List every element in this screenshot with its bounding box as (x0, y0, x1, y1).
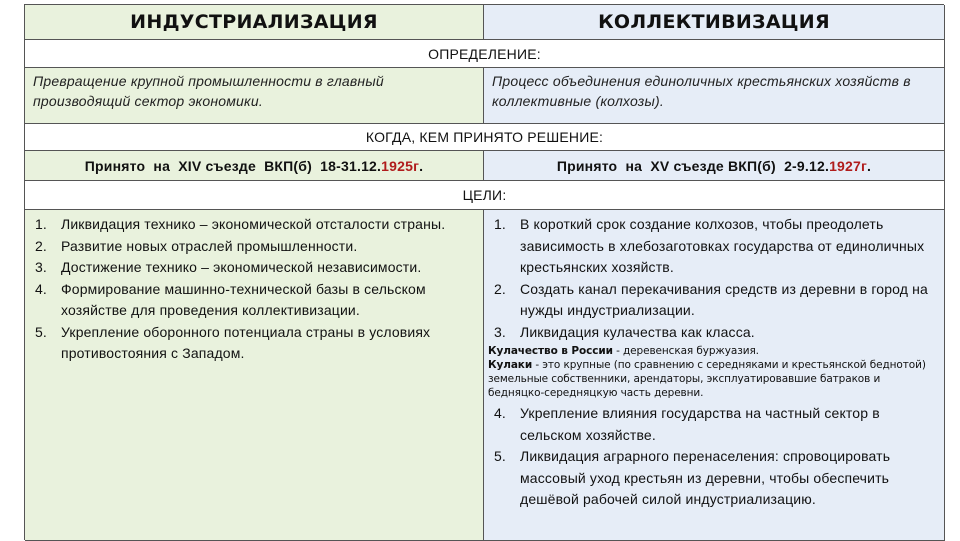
note-term: Кулачество в России (488, 345, 613, 357)
item-text: Достижение технико – экономической независимости. (61, 259, 422, 275)
header-collectivization: КОЛЛЕКТИВИЗАЦИЯ (484, 5, 945, 40)
note-text: - деревенская буржуазия. (612, 345, 759, 357)
item-text: Создать канал перекачивания средств из деревни в город на нужды индустриализации. (520, 280, 928, 318)
section-definition: ОПРЕДЕЛЕНИЕ: (25, 40, 945, 68)
decision-left-text: Принято на XIV съезде ВКП(б) 18-31.12. (84, 157, 382, 174)
list-item (494, 214, 938, 279)
item-number: 5. (35, 323, 47, 340)
kulak-note-1 (488, 344, 938, 358)
list-item (35, 322, 477, 365)
item-number: 5. (494, 448, 506, 464)
definition-industrialization: Превращение крупной промышленности в главный производящий сектор экономики. (25, 68, 484, 124)
item-number: 1. (494, 216, 506, 232)
decision-right-text: Принято на XV съезде ВКП(б) 2-9.12. (556, 157, 830, 174)
goals-collectivization (484, 210, 945, 541)
list-item (494, 403, 938, 446)
list-item (494, 279, 938, 322)
item-text: Укрепление влияния государства на частный сектор в сельском хозяйстве. (520, 405, 880, 443)
item-text: Ликвидация аграрного перенаселения: спровоцировать массовый уход крестьян из деревни, чтобы обеспечить дешёвой рабочей силой индустриализацию. (520, 448, 891, 507)
item-number: 3. (494, 323, 506, 340)
list-item (35, 257, 477, 279)
section-goals: ЦЕЛИ: (25, 181, 945, 210)
goals-left-list (25, 210, 483, 365)
header-industrialization: ИНДУСТРИАЛИЗАЦИЯ (25, 5, 484, 40)
item-number: 2. (494, 280, 506, 297)
item-text: Ликвидация кулачества как класса. (520, 323, 755, 340)
goals-right-list-continued (484, 401, 944, 511)
goals-industrialization (25, 210, 484, 541)
list-item (35, 236, 477, 258)
item-text: Формирование машинно-технической базы в сельском хозяйстве для проведения коллективизации. (61, 280, 426, 318)
item-number: 4. (35, 280, 47, 297)
list-item (494, 322, 938, 344)
list-item (494, 446, 938, 511)
kulak-notes (484, 343, 944, 401)
item-text: В короткий срок создание колхозов, чтобы преодолеть зависимость в хлебозаготовках государства от единоличных крестьянских хозяйств. (520, 216, 925, 275)
decision-collectivization (484, 151, 945, 181)
decision-right-year: 1927г (829, 157, 868, 174)
decision-left-year: 1925г (381, 157, 420, 174)
item-text: Ликвидация технико – экономической отсталости страны. (61, 216, 446, 232)
note-term: Кулаки (488, 359, 533, 371)
item-number: 1. (35, 216, 47, 232)
item-number: 3. (35, 259, 47, 275)
item-text: Укрепление оборонного потенциала страны в условиях противостояния с Западом. (61, 323, 431, 361)
list-item (35, 279, 477, 322)
decision-right-suffix: . (867, 157, 872, 174)
list-item (35, 214, 477, 236)
note-text: - это крупные (по сравнению с середняками и крестьянской беднотой) земельные собственники, арендаторы, эксплуатировавшие батраков и бедняцко-середняцкую часть деревни. (488, 359, 926, 399)
kulak-note-2 (488, 358, 938, 400)
comparison-table (24, 4, 944, 540)
decision-industrialization (25, 151, 484, 181)
goals-right-list (484, 210, 944, 343)
item-number: 2. (35, 237, 47, 254)
section-decision: КОГДА, КЕМ ПРИНЯТО РЕШЕНИЕ: (25, 124, 945, 151)
definition-collectivization: Процесс объединения единоличных крестьянских хозяйств в коллективные (колхозы). (484, 68, 945, 124)
decision-left-suffix: . (419, 157, 424, 174)
item-number: 4. (494, 405, 506, 421)
item-text: Развитие новых отраслей промышленности. (61, 237, 358, 254)
